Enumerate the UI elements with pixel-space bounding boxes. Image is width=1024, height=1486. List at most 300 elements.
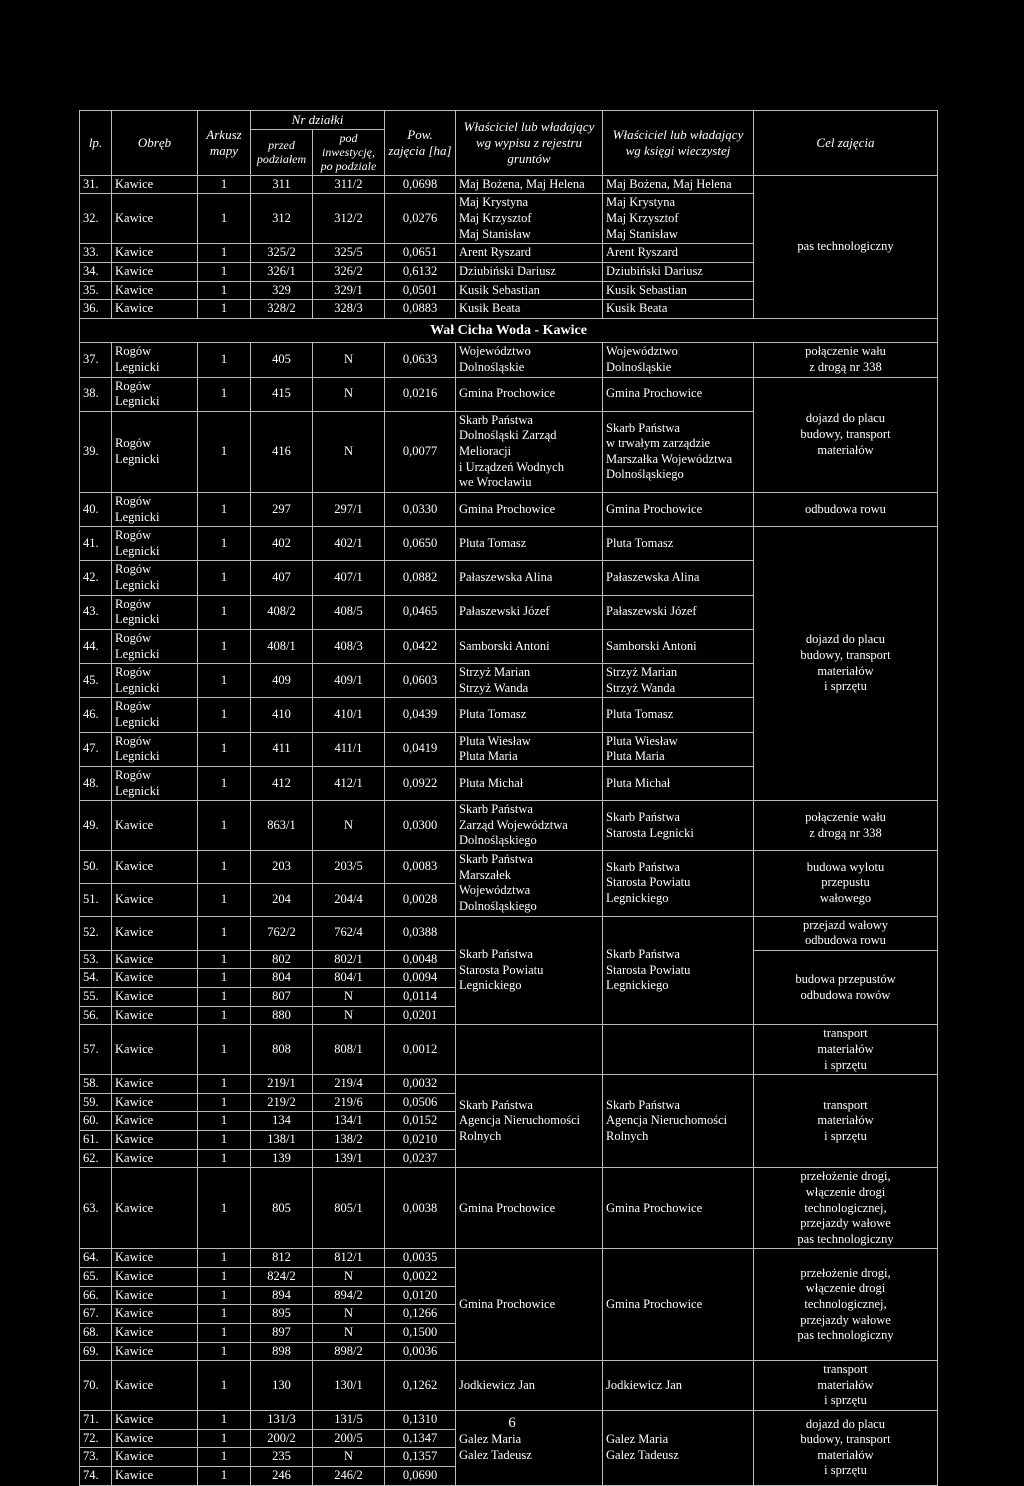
- owner-landbook-cell: Maj Bożena, Maj Helena: [603, 175, 754, 194]
- obreb-cell: Kawice: [112, 1112, 198, 1131]
- purpose-cell: połączenie wału z drogą nr 338: [754, 343, 938, 377]
- parcel-before-cell: 412: [251, 766, 313, 800]
- purpose-cell: połączenie wału z drogą nr 338: [754, 801, 938, 851]
- table-row: [80, 1025, 938, 1075]
- lp-cell: 39.: [80, 411, 112, 492]
- obreb-cell: Rogów Legnicki: [112, 527, 198, 561]
- owner-register-cell: Maj Bożena, Maj Helena: [456, 175, 603, 194]
- owner-landbook-cell: Pałaszewska Alina: [603, 561, 754, 595]
- lp-cell: 61.: [80, 1131, 112, 1150]
- arkusz-cell: 1: [198, 1268, 251, 1287]
- header-cel: Cel zajęcia: [754, 111, 938, 176]
- table-row: [80, 916, 938, 950]
- obreb-cell: Rogów Legnicki: [112, 595, 198, 629]
- parcel-after-cell: 802/1: [313, 950, 385, 969]
- obreb-cell: Kawice: [112, 916, 198, 950]
- table-row: [80, 1075, 938, 1094]
- page-number: 6: [508, 1415, 516, 1431]
- section-row: [80, 318, 938, 343]
- parcel-before-cell: 898: [251, 1342, 313, 1361]
- lp-cell: 44.: [80, 629, 112, 663]
- arkusz-cell: 1: [198, 1448, 251, 1467]
- lp-cell: 45.: [80, 664, 112, 698]
- table-row: [80, 1168, 938, 1249]
- area-cell: 0,0201: [385, 1006, 456, 1025]
- arkusz-cell: 1: [198, 343, 251, 377]
- parcel-after-cell: 325/5: [313, 244, 385, 263]
- parcel-after-cell: 409/1: [313, 664, 385, 698]
- lp-cell: 34.: [80, 262, 112, 281]
- lp-cell: 53.: [80, 950, 112, 969]
- obreb-cell: Kawice: [112, 1286, 198, 1305]
- lp-cell: 35.: [80, 281, 112, 300]
- owner-landbook-cell: Pluta Tomasz: [603, 698, 754, 732]
- area-cell: 0,0419: [385, 732, 456, 766]
- lp-cell: 51.: [80, 883, 112, 916]
- parcel-after-cell: 805/1: [313, 1168, 385, 1249]
- area-cell: 0,0276: [385, 194, 456, 244]
- owner-register-cell: Gmina Prochowice: [456, 377, 603, 411]
- owner-register-cell: Samborski Antoni: [456, 629, 603, 663]
- area-cell: 0,0152: [385, 1112, 456, 1131]
- arkusz-cell: 1: [198, 175, 251, 194]
- owner-register-cell: Pluta Tomasz: [456, 698, 603, 732]
- lp-cell: 70.: [80, 1361, 112, 1411]
- lp-cell: 43.: [80, 595, 112, 629]
- parcels-table: [79, 110, 938, 1486]
- parcel-after-cell: 762/4: [313, 916, 385, 950]
- arkusz-cell: 1: [198, 1429, 251, 1448]
- owner-register-cell: Pluta Wiesław Pluta Maria: [456, 732, 603, 766]
- area-cell: 0,0237: [385, 1149, 456, 1168]
- parcel-before-cell: 134: [251, 1112, 313, 1131]
- table-row: [80, 1361, 938, 1411]
- area-cell: 0,0120: [385, 1286, 456, 1305]
- table-row: [80, 527, 938, 561]
- parcel-before-cell: 325/2: [251, 244, 313, 263]
- table-row: [80, 377, 938, 411]
- lp-cell: 65.: [80, 1268, 112, 1287]
- arkusz-cell: 1: [198, 492, 251, 526]
- parcel-after-cell: 138/2: [313, 1131, 385, 1150]
- parcel-before-cell: 407: [251, 561, 313, 595]
- parcel-before-cell: 894: [251, 1286, 313, 1305]
- lp-cell: 72.: [80, 1429, 112, 1448]
- parcel-after-cell: 134/1: [313, 1112, 385, 1131]
- area-cell: 0,0094: [385, 969, 456, 988]
- obreb-cell: Kawice: [112, 1249, 198, 1268]
- arkusz-cell: 1: [198, 732, 251, 766]
- header-wlasciciel-kw: Właściciel lub władający wg księgi wieczystej: [603, 111, 754, 176]
- parcel-after-cell: 412/1: [313, 766, 385, 800]
- owner-register-cell: Pałaszewska Alina: [456, 561, 603, 595]
- owner-register-cell: Jodkiewicz Jan: [456, 1361, 603, 1411]
- parcel-after-cell: 328/3: [313, 300, 385, 319]
- obreb-cell: Kawice: [112, 969, 198, 988]
- parcel-after-cell: 311/2: [313, 175, 385, 194]
- area-cell: 0,0388: [385, 916, 456, 950]
- obreb-cell: Kawice: [112, 1093, 198, 1112]
- owner-register-cell: Województwo Dolnośląskie: [456, 343, 603, 377]
- area-cell: 0,0633: [385, 343, 456, 377]
- arkusz-cell: 1: [198, 1249, 251, 1268]
- obreb-cell: Kawice: [112, 281, 198, 300]
- arkusz-cell: 1: [198, 851, 251, 884]
- purpose-cell: transport materiałów i sprzętu: [754, 1361, 938, 1411]
- parcel-before-cell: 130: [251, 1361, 313, 1411]
- arkusz-cell: 1: [198, 527, 251, 561]
- owner-register-cell: Gmina Prochowice: [456, 1249, 603, 1361]
- parcel-before-cell: 805: [251, 1168, 313, 1249]
- lp-cell: 46.: [80, 698, 112, 732]
- obreb-cell: Kawice: [112, 1006, 198, 1025]
- area-cell: 0,0330: [385, 492, 456, 526]
- lp-cell: 74.: [80, 1466, 112, 1485]
- arkusz-cell: 1: [198, 194, 251, 244]
- parcel-after-cell: 329/1: [313, 281, 385, 300]
- owner-register-cell: Maj Krystyna Maj Krzysztof Maj Stanisław: [456, 194, 603, 244]
- arkusz-cell: 1: [198, 262, 251, 281]
- parcel-before-cell: 405: [251, 343, 313, 377]
- arkusz-cell: 1: [198, 1112, 251, 1131]
- arkusz-cell: 1: [198, 698, 251, 732]
- lp-cell: 69.: [80, 1342, 112, 1361]
- obreb-cell: Kawice: [112, 300, 198, 319]
- obreb-cell: Kawice: [112, 988, 198, 1007]
- parcel-before-cell: 812: [251, 1249, 313, 1268]
- arkusz-cell: 1: [198, 801, 251, 851]
- owner-landbook-cell: Skarb Państwa Agencja Nieruchomości Rolnych: [603, 1075, 754, 1168]
- lp-cell: 55.: [80, 988, 112, 1007]
- arkusz-cell: 1: [198, 1168, 251, 1249]
- owner-register-cell: Skarb Państwa Agencja Nieruchomości Rolnych: [456, 1075, 603, 1168]
- parcel-before-cell: 863/1: [251, 801, 313, 851]
- parcel-after-cell: 411/1: [313, 732, 385, 766]
- header-arkusz: Arkusz mapy: [198, 111, 251, 176]
- parcel-before-cell: 138/1: [251, 1131, 313, 1150]
- parcel-before-cell: 402: [251, 527, 313, 561]
- owner-landbook-cell: Pluta Michał: [603, 766, 754, 800]
- arkusz-cell: 1: [198, 300, 251, 319]
- obreb-cell: Rogów Legnicki: [112, 411, 198, 492]
- arkusz-cell: 1: [198, 969, 251, 988]
- parcel-before-cell: 328/2: [251, 300, 313, 319]
- obreb-cell: Kawice: [112, 175, 198, 194]
- area-cell: 0,0028: [385, 883, 456, 916]
- parcel-before-cell: 139: [251, 1149, 313, 1168]
- parcel-after-cell: 131/5: [313, 1411, 385, 1430]
- area-cell: 0,0114: [385, 988, 456, 1007]
- section-title: Wał Cicha Woda - Kawice: [80, 318, 938, 343]
- parcel-after-cell: 246/2: [313, 1466, 385, 1485]
- parcel-after-cell: 402/1: [313, 527, 385, 561]
- obreb-cell: Rogów Legnicki: [112, 664, 198, 698]
- arkusz-cell: 1: [198, 411, 251, 492]
- obreb-cell: Kawice: [112, 1305, 198, 1324]
- obreb-cell: Kawice: [112, 1323, 198, 1342]
- owner-landbook-cell: Pluta Tomasz: [603, 527, 754, 561]
- obreb-cell: Kawice: [112, 1411, 198, 1430]
- owner-register-cell: Pluta Tomasz: [456, 527, 603, 561]
- lp-cell: 47.: [80, 732, 112, 766]
- arkusz-cell: 1: [198, 664, 251, 698]
- parcel-before-cell: 235: [251, 1448, 313, 1467]
- lp-cell: 49.: [80, 801, 112, 851]
- arkusz-cell: 1: [198, 1361, 251, 1411]
- area-cell: 0,0012: [385, 1025, 456, 1075]
- area-cell: 0,0038: [385, 1168, 456, 1249]
- owner-landbook-cell: Skarb Państwa w trwałym zarządzie Marszałka Województwa Dolnośląskiego: [603, 411, 754, 492]
- lp-cell: 31.: [80, 175, 112, 194]
- owner-landbook-cell: Samborski Antoni: [603, 629, 754, 663]
- area-cell: 0,1357: [385, 1448, 456, 1467]
- lp-cell: 73.: [80, 1448, 112, 1467]
- parcel-after-cell: 407/1: [313, 561, 385, 595]
- arkusz-cell: 1: [198, 1025, 251, 1075]
- owner-landbook-cell: Kusik Beata: [603, 300, 754, 319]
- area-cell: 0,1262: [385, 1361, 456, 1411]
- area-cell: 0,0077: [385, 411, 456, 492]
- owner-landbook-cell: Maj Krystyna Maj Krzysztof Maj Stanisław: [603, 194, 754, 244]
- owner-landbook-cell: Skarb Państwa Starosta Powiatu Legnickiego: [603, 851, 754, 917]
- owner-register-cell: Kusik Sebastian: [456, 281, 603, 300]
- lp-cell: 36.: [80, 300, 112, 319]
- owner-landbook-cell: Dziubiński Dariusz: [603, 262, 754, 281]
- obreb-cell: Rogów Legnicki: [112, 377, 198, 411]
- owner-landbook-cell: Pluta Wiesław Pluta Maria: [603, 732, 754, 766]
- parcel-before-cell: 897: [251, 1323, 313, 1342]
- owner-landbook-cell: Województwo Dolnośląskie: [603, 343, 754, 377]
- obreb-cell: Kawice: [112, 1075, 198, 1094]
- area-cell: 0,0035: [385, 1249, 456, 1268]
- owner-register-cell: [456, 1025, 603, 1075]
- arkusz-cell: 1: [198, 883, 251, 916]
- parcel-after-cell: 200/5: [313, 1429, 385, 1448]
- arkusz-cell: 1: [198, 629, 251, 663]
- owner-landbook-cell: Arent Ryszard: [603, 244, 754, 263]
- owner-register-cell: Pluta Michał: [456, 766, 603, 800]
- lp-cell: 32.: [80, 194, 112, 244]
- obreb-cell: Kawice: [112, 1168, 198, 1249]
- area-cell: 0,0036: [385, 1342, 456, 1361]
- parcel-after-cell: N: [313, 377, 385, 411]
- arkusz-cell: 1: [198, 766, 251, 800]
- owner-register-cell: Skarb Państwa Starosta Powiatu Legnickiego: [456, 916, 603, 1025]
- owner-landbook-cell: Skarb Państwa Starosta Powiatu Legnickiego: [603, 916, 754, 1025]
- table-row: [80, 343, 938, 377]
- parcel-before-cell: 895: [251, 1305, 313, 1324]
- arkusz-cell: 1: [198, 1006, 251, 1025]
- parcel-before-cell: 416: [251, 411, 313, 492]
- obreb-cell: Kawice: [112, 1429, 198, 1448]
- purpose-cell: odbudowa rowu: [754, 492, 938, 526]
- lp-cell: 56.: [80, 1006, 112, 1025]
- owner-landbook-cell: Jodkiewicz Jan: [603, 1361, 754, 1411]
- area-cell: 0,0506: [385, 1093, 456, 1112]
- lp-cell: 52.: [80, 916, 112, 950]
- parcel-after-cell: 130/1: [313, 1361, 385, 1411]
- parcel-after-cell: 203/5: [313, 851, 385, 884]
- arkusz-cell: 1: [198, 916, 251, 950]
- parcel-before-cell: 297: [251, 492, 313, 526]
- area-cell: 0,1266: [385, 1305, 456, 1324]
- parcel-after-cell: N: [313, 801, 385, 851]
- area-cell: 0,6132: [385, 262, 456, 281]
- lp-cell: 54.: [80, 969, 112, 988]
- parcel-after-cell: 312/2: [313, 194, 385, 244]
- parcel-after-cell: 326/2: [313, 262, 385, 281]
- parcel-after-cell: N: [313, 1006, 385, 1025]
- owner-landbook-cell: Strzyż Marian Strzyż Wanda: [603, 664, 754, 698]
- arkusz-cell: 1: [198, 377, 251, 411]
- arkusz-cell: 1: [198, 561, 251, 595]
- arkusz-cell: 1: [198, 1149, 251, 1168]
- parcel-before-cell: 200/2: [251, 1429, 313, 1448]
- owner-register-cell: Kusik Beata: [456, 300, 603, 319]
- lp-cell: 33.: [80, 244, 112, 263]
- obreb-cell: Rogów Legnicki: [112, 492, 198, 526]
- parcel-after-cell: 219/6: [313, 1093, 385, 1112]
- parcel-before-cell: 219/1: [251, 1075, 313, 1094]
- area-cell: 0,0690: [385, 1466, 456, 1485]
- header-lp: lp.: [80, 111, 112, 176]
- parcel-after-cell: N: [313, 1268, 385, 1287]
- parcel-after-cell: N: [313, 343, 385, 377]
- table-row: [80, 492, 938, 526]
- obreb-cell: Kawice: [112, 883, 198, 916]
- header-przed: przed podziałem: [251, 129, 313, 175]
- table-row: [80, 1249, 938, 1268]
- obreb-cell: Kawice: [112, 1131, 198, 1150]
- area-cell: 0,0698: [385, 175, 456, 194]
- arkusz-cell: 1: [198, 950, 251, 969]
- area-cell: 0,0022: [385, 1268, 456, 1287]
- obreb-cell: Rogów Legnicki: [112, 698, 198, 732]
- area-cell: 0,1500: [385, 1323, 456, 1342]
- obreb-cell: Rogów Legnicki: [112, 629, 198, 663]
- parcel-after-cell: 219/4: [313, 1075, 385, 1094]
- owner-register-cell: Gmina Prochowice: [456, 492, 603, 526]
- obreb-cell: Kawice: [112, 194, 198, 244]
- lp-cell: 63.: [80, 1168, 112, 1249]
- parcel-after-cell: 812/1: [313, 1249, 385, 1268]
- lp-cell: 50.: [80, 851, 112, 884]
- owner-register-cell: Gmina Prochowice: [456, 1168, 603, 1249]
- purpose-cell: dojazd do placu budowy, transport materiałów i sprzętu: [754, 1411, 938, 1486]
- lp-cell: 38.: [80, 377, 112, 411]
- owner-register-cell: Galez Maria Galez Tadeusz: [456, 1411, 603, 1486]
- parcel-before-cell: 409: [251, 664, 313, 698]
- owner-landbook-cell: Gmina Prochowice: [603, 1168, 754, 1249]
- obreb-cell: Kawice: [112, 1149, 198, 1168]
- owner-landbook-cell: Gmina Prochowice: [603, 492, 754, 526]
- lp-cell: 67.: [80, 1305, 112, 1324]
- arkusz-cell: 1: [198, 1342, 251, 1361]
- owner-register-cell: Skarb Państwa Zarząd Województwa Dolnośląskiego: [456, 801, 603, 851]
- lp-cell: 58.: [80, 1075, 112, 1094]
- table-row: [80, 801, 938, 851]
- parcel-before-cell: 204: [251, 883, 313, 916]
- lp-cell: 66.: [80, 1286, 112, 1305]
- owner-landbook-cell: Galez Maria Galez Tadeusz: [603, 1411, 754, 1486]
- area-cell: 0,0210: [385, 1131, 456, 1150]
- parcel-before-cell: 408/2: [251, 595, 313, 629]
- obreb-cell: Rogów Legnicki: [112, 732, 198, 766]
- table-row: [80, 175, 938, 194]
- lp-cell: 37.: [80, 343, 112, 377]
- owner-landbook-cell: [603, 1025, 754, 1075]
- parcel-before-cell: 246: [251, 1466, 313, 1485]
- arkusz-cell: 1: [198, 1093, 251, 1112]
- obreb-cell: Kawice: [112, 1361, 198, 1411]
- lp-cell: 64.: [80, 1249, 112, 1268]
- parcel-after-cell: 804/1: [313, 969, 385, 988]
- parcel-after-cell: 204/4: [313, 883, 385, 916]
- purpose-cell: budowa przepustów odbudowa rowów: [754, 950, 938, 1025]
- purpose-cell: dojazd do placu budowy, transport materiałów i sprzętu: [754, 527, 938, 801]
- parcel-before-cell: 880: [251, 1006, 313, 1025]
- lp-cell: 40.: [80, 492, 112, 526]
- parcel-after-cell: 894/2: [313, 1286, 385, 1305]
- owner-landbook-cell: Kusik Sebastian: [603, 281, 754, 300]
- purpose-cell: transport materiałów i sprzętu: [754, 1025, 938, 1075]
- parcel-before-cell: 762/2: [251, 916, 313, 950]
- parcel-before-cell: 807: [251, 988, 313, 1007]
- parcel-before-cell: 415: [251, 377, 313, 411]
- lp-cell: 42.: [80, 561, 112, 595]
- obreb-cell: Kawice: [112, 1025, 198, 1075]
- area-cell: 0,0922: [385, 766, 456, 800]
- area-cell: 0,0439: [385, 698, 456, 732]
- purpose-cell: pas technologiczny: [754, 175, 938, 318]
- header-obreb: Obręb: [112, 111, 198, 176]
- area-cell: 0,0501: [385, 281, 456, 300]
- parcel-after-cell: N: [313, 1305, 385, 1324]
- area-cell: 0,1310: [385, 1411, 456, 1430]
- area-cell: 0,0465: [385, 595, 456, 629]
- arkusz-cell: 1: [198, 988, 251, 1007]
- obreb-cell: Rogów Legnicki: [112, 561, 198, 595]
- parcel-before-cell: 824/2: [251, 1268, 313, 1287]
- obreb-cell: Kawice: [112, 950, 198, 969]
- purpose-cell: transport materiałów i sprzętu: [754, 1075, 938, 1168]
- obreb-cell: Kawice: [112, 244, 198, 263]
- parcel-before-cell: 410: [251, 698, 313, 732]
- lp-cell: 48.: [80, 766, 112, 800]
- arkusz-cell: 1: [198, 1466, 251, 1485]
- area-cell: 0,0883: [385, 300, 456, 319]
- obreb-cell: Rogów Legnicki: [112, 766, 198, 800]
- obreb-cell: Kawice: [112, 1448, 198, 1467]
- owner-register-cell: Skarb Państwa Dolnośląski Zarząd Melioracji i Urządzeń Wodnych we Wrocławiu: [456, 411, 603, 492]
- parcel-after-cell: 297/1: [313, 492, 385, 526]
- parcel-before-cell: 326/1: [251, 262, 313, 281]
- owner-landbook-cell: Skarb Państwa Starosta Legnicki: [603, 801, 754, 851]
- obreb-cell: Kawice: [112, 1342, 198, 1361]
- parcel-after-cell: N: [313, 411, 385, 492]
- obreb-cell: Kawice: [112, 1268, 198, 1287]
- area-cell: 0,0603: [385, 664, 456, 698]
- parcel-before-cell: 802: [251, 950, 313, 969]
- header-pow: Pow. zajęcia [ha]: [385, 111, 456, 176]
- lp-cell: 57.: [80, 1025, 112, 1075]
- parcel-after-cell: 408/5: [313, 595, 385, 629]
- obreb-cell: Kawice: [112, 262, 198, 281]
- arkusz-cell: 1: [198, 281, 251, 300]
- area-cell: 0,0422: [385, 629, 456, 663]
- parcel-before-cell: 411: [251, 732, 313, 766]
- area-cell: 0,0300: [385, 801, 456, 851]
